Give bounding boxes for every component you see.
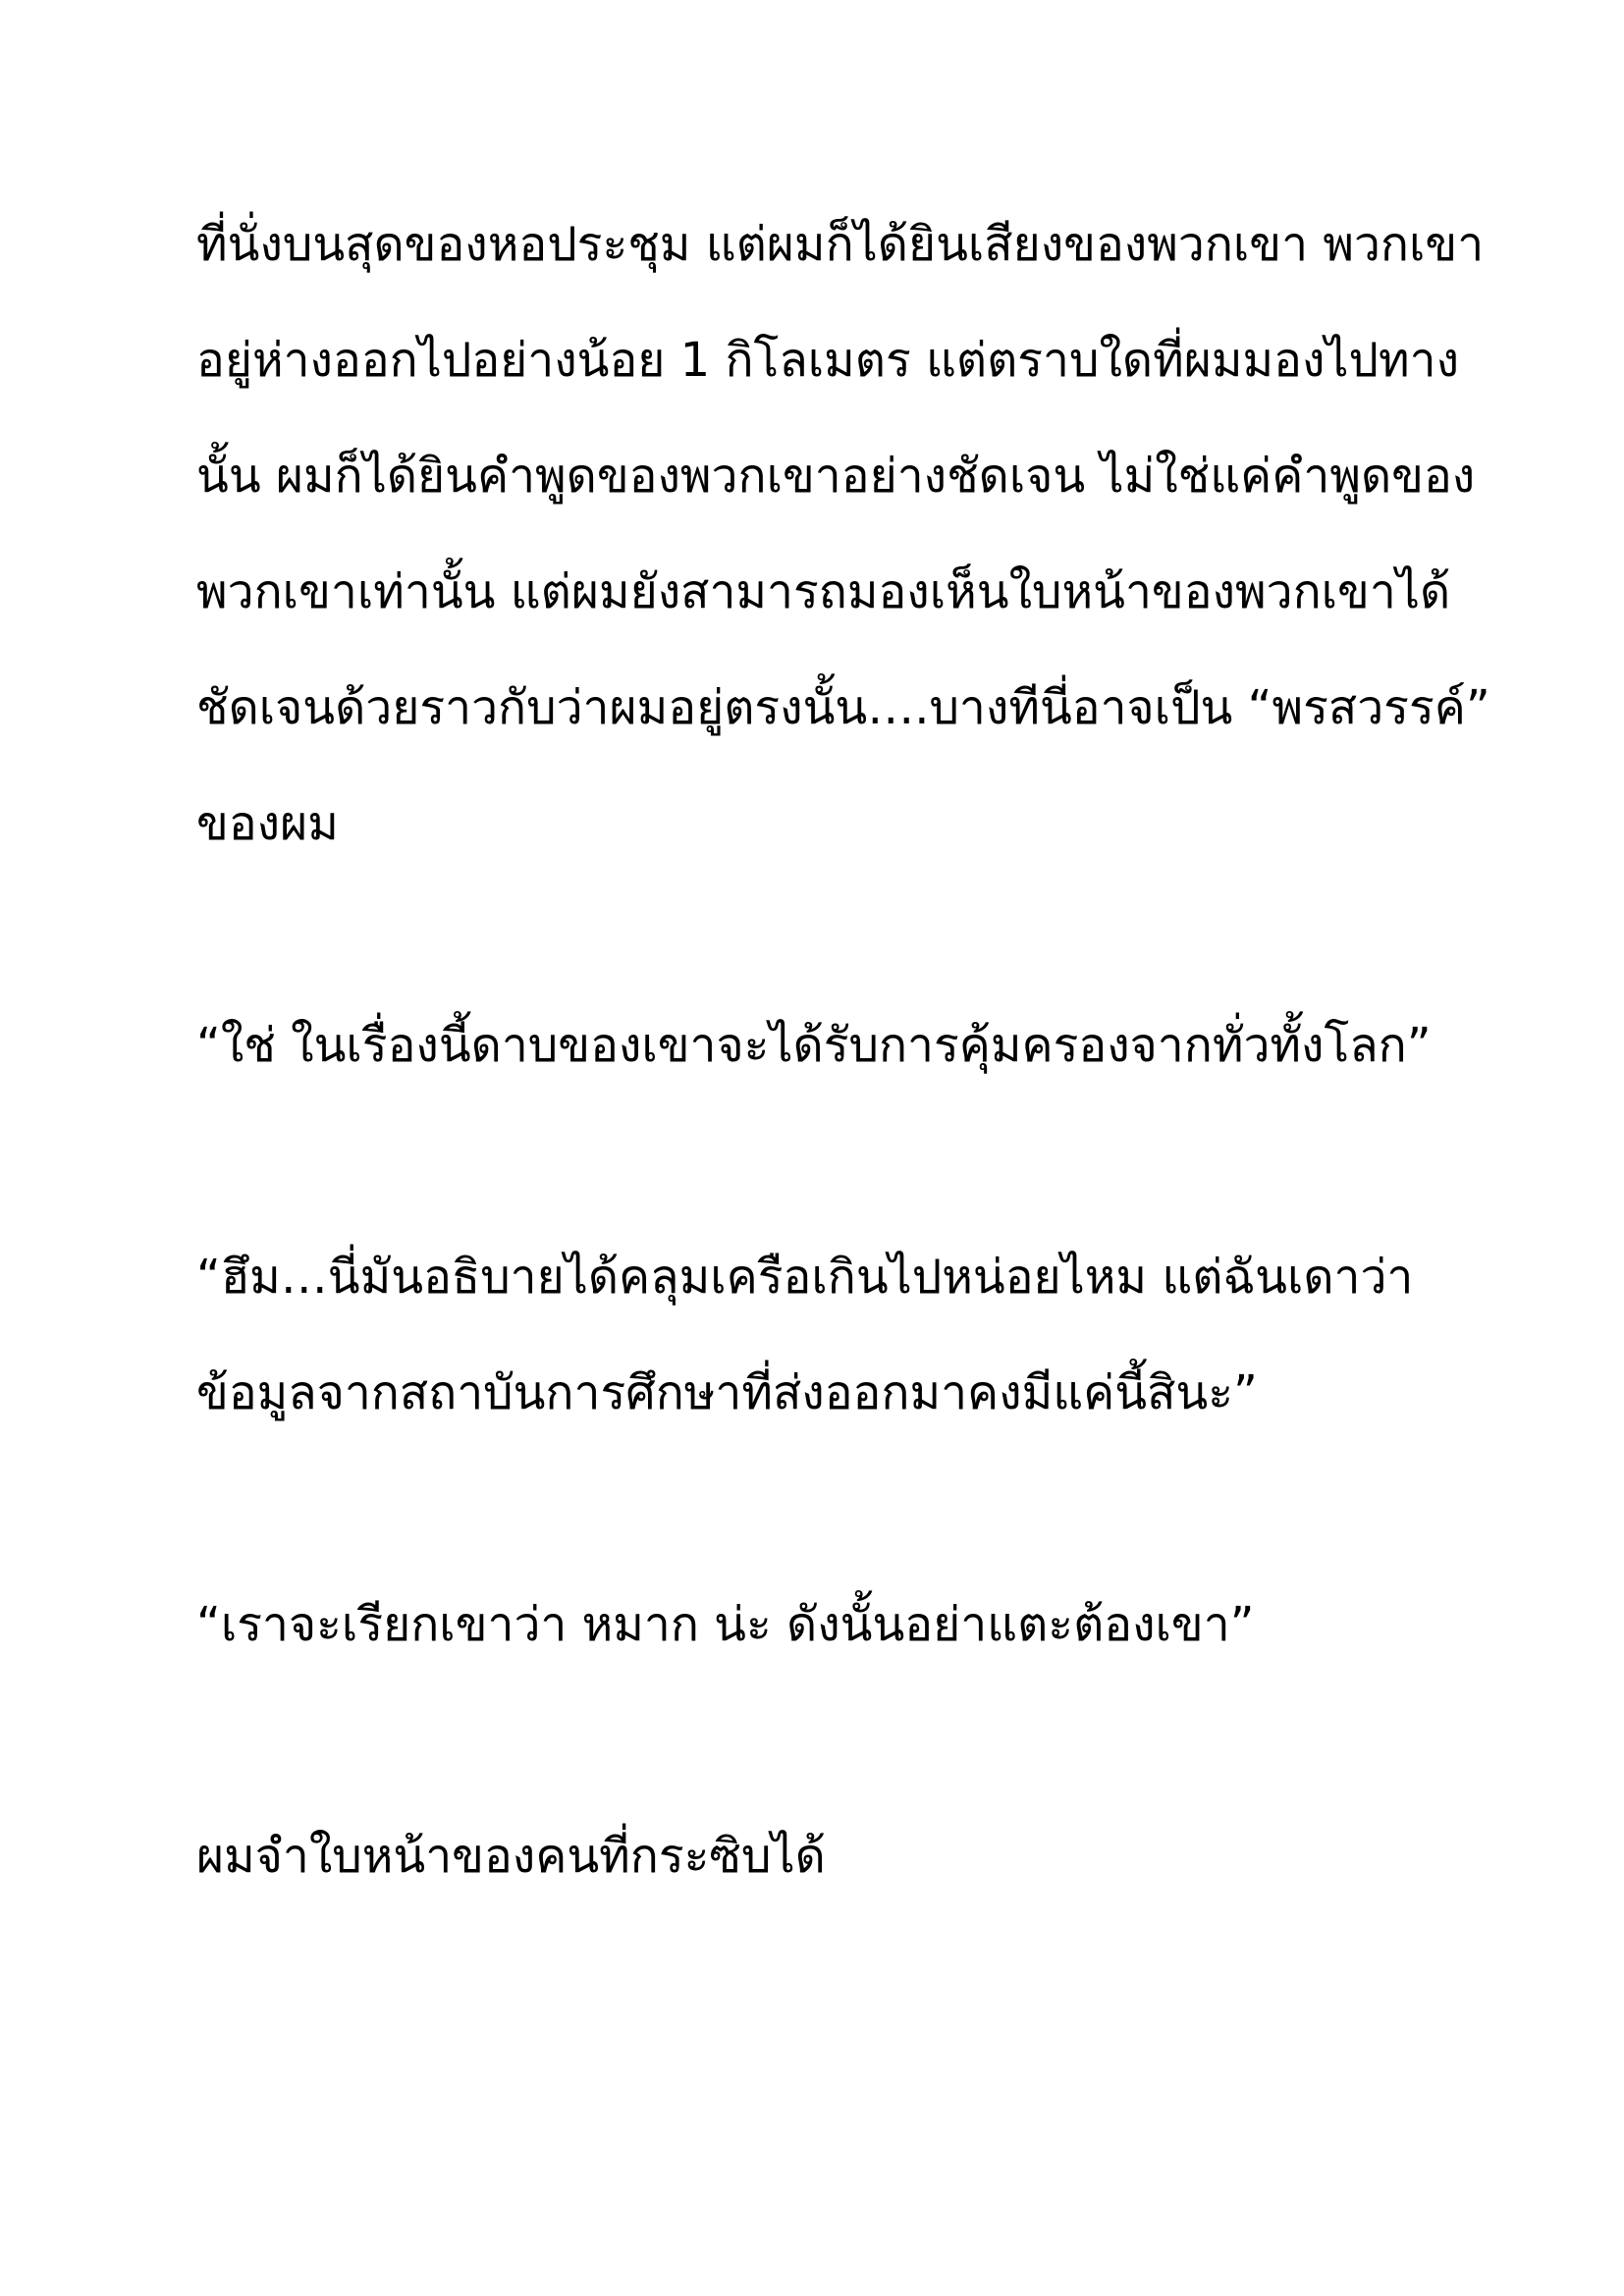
text-line: ของผม xyxy=(196,796,339,851)
text-line: ข้อมูลจากสถาบันการศึกษาที่ส่งออกมาคงมีแค่นี้สินะ” xyxy=(196,1365,1258,1420)
text-line: “เราจะเรียกเขาว่า หมาก น่ะ ดังนั้นอย่าแตะต้องเขา” xyxy=(196,1597,1255,1652)
text-line: ที่นั่งบนสุดของหอประชุม แต่ผมก็ได้ยินเสียงของพวกเขา พวกเขา xyxy=(196,217,1485,272)
paragraph-narration xyxy=(196,1798,1463,1914)
text-line: “ใช่ ในเรื่องนี้ดาบของเขาจะได้รับการคุ้มครองจากทั่วทั้งโลก” xyxy=(196,1018,1432,1073)
paragraph-dialogue xyxy=(196,988,1463,1103)
text-line: ชัดเจนด้วยราวกับว่าผมอยู่ตรงนั้น….บางทีนี่อาจเป็น “พรสวรรค์” xyxy=(196,680,1490,735)
text-line: พวกเขาเท่านั้น แต่ผมยังสามารถมองเห็นใบหน้าของพวกเขาได้ xyxy=(196,564,1451,619)
text-line: อยู่ห่างออกไปอย่างน้อย 1 กิโลเมตร แต่ตราบใดที่ผมมองไปทาง xyxy=(196,333,1460,388)
paragraph-narration xyxy=(196,187,1490,881)
text-line: ผมจำใบหน้าของคนที่กระซิบได้ xyxy=(196,1829,826,1884)
text-line: นั้น ผมก็ได้ยินคำพูดของพวกเขาอย่างชัดเจน ไม่ใช่แค่คำพูดของ xyxy=(196,449,1476,504)
paragraph-dialogue xyxy=(196,1567,1463,1682)
paragraph-dialogue xyxy=(196,1219,1463,1451)
text-line: “ฮึม…นี่มันอธิบายได้คลุมเครือเกินไปหน่อยไหม แต่ฉันเดาว่า xyxy=(196,1250,1414,1305)
